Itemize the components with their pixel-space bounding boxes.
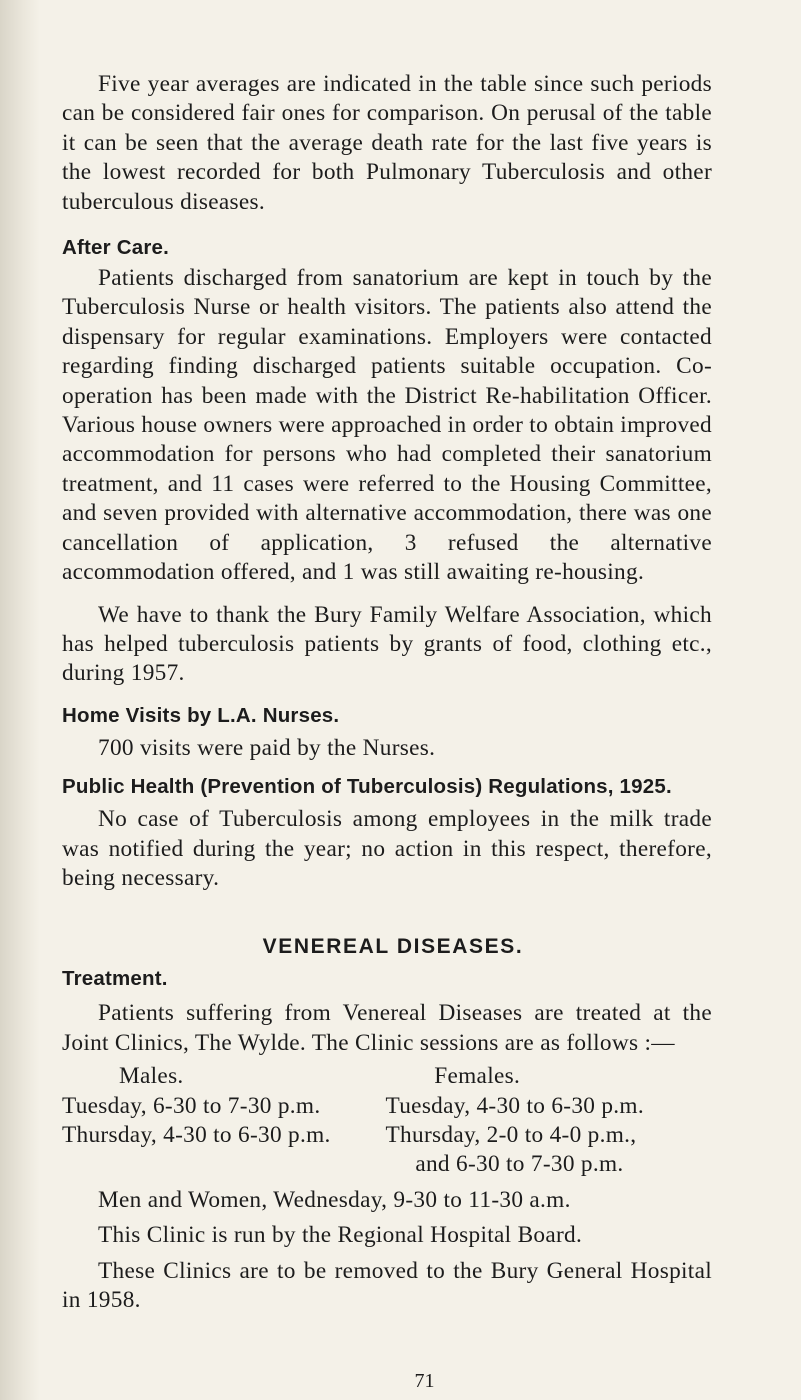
females-header: Females. (434, 1063, 521, 1090)
females-session: Tuesday, 4-30 to 6-30 p.m. (385, 1092, 644, 1119)
paragraph-treatment: Patients suffering from Venereal Diseases are treated at the Joint Clinics, The Wylde. The Clinic sessions are as follows :— (62, 1000, 712, 1056)
males-session (62, 1150, 385, 1179)
schedule-row (62, 1150, 712, 1179)
schedule-header-row (62, 1062, 712, 1091)
clinic-schedule (62, 1062, 712, 1180)
paragraph-home-visits: 700 visits were paid by the Nurses. (98, 734, 436, 761)
heading-venereal-diseases: VENEREAL DISEASES. (262, 935, 524, 959)
paragraph-five-year-averages: Five year averages are indicated in the table since such periods can be considered fair ones for comparison. On perusal of the table it can be seen that the average death rate for the last five years is the lowest recorded for both Pulmonary Tuberculosis and other tuberculous diseases. (62, 71, 712, 215)
males-header: Males. (119, 1063, 184, 1090)
heading-after-care: After Care. (62, 236, 170, 260)
schedule-row (62, 1121, 712, 1150)
heading-regulations: Public Health (Prevention of Tuberculosis) Regulations, 1925. (62, 775, 672, 799)
females-session: Thursday, 2-0 to 4-0 p.m., (385, 1121, 637, 1148)
paragraph-after-care: Patients discharged from sanatorium are kept in touch by the Tuberculosis Nurse or health visitors. The patients also attend the dispensary for regular examinations. Employers were contacted regarding finding discharged patients suitable occupation. Co-operation has been made with the District Re-habilitation Officer. Various house owners were approached in order to obtain improved accommodation for persons who had completed their sanatorium treatment, and 11 cases were referred to the Housing Committee, and seven provided with alternative accommodation, there was one cancellation of application, 3 refused the alternative accommodation offered, and 1 was still awaiting re-housing. (62, 265, 712, 586)
paragraph-regulations: No case of Tuberculosis among employees in the milk trade was notified during the year; no action in this respect, therefore, being necessary. (62, 806, 712, 891)
males-session: Thursday, 4-30 to 6-30 p.m. (62, 1121, 331, 1148)
heading-home-visits: Home Visits by L.A. Nurses. (62, 703, 340, 727)
schedule-row (62, 1092, 712, 1121)
heading-treatment: Treatment. (62, 967, 168, 991)
paragraph-thanks: We have to thank the Bury Family Welfare Association, which has helped tuberculosis patients by grants of food, clothing etc., during 1957. (62, 601, 712, 687)
paragraph-removal: These Clinics are to be removed to the Bury General Hospital in 1958. (62, 1257, 712, 1313)
document-body (62, 70, 712, 1315)
paragraph-regional-board: This Clinic is run by the Regional Hospital Board. (98, 1222, 583, 1249)
combined-session: Men and Women, Wednesday, 9-30 to 11-30 a.m. (98, 1186, 571, 1213)
females-session: and 6-30 to 7-30 p.m. (415, 1151, 624, 1178)
page-number: 71 (414, 1370, 435, 1392)
males-session: Tuesday, 6-30 to 7-30 p.m. (62, 1092, 321, 1119)
page-edge-shadow (0, 0, 40, 1400)
